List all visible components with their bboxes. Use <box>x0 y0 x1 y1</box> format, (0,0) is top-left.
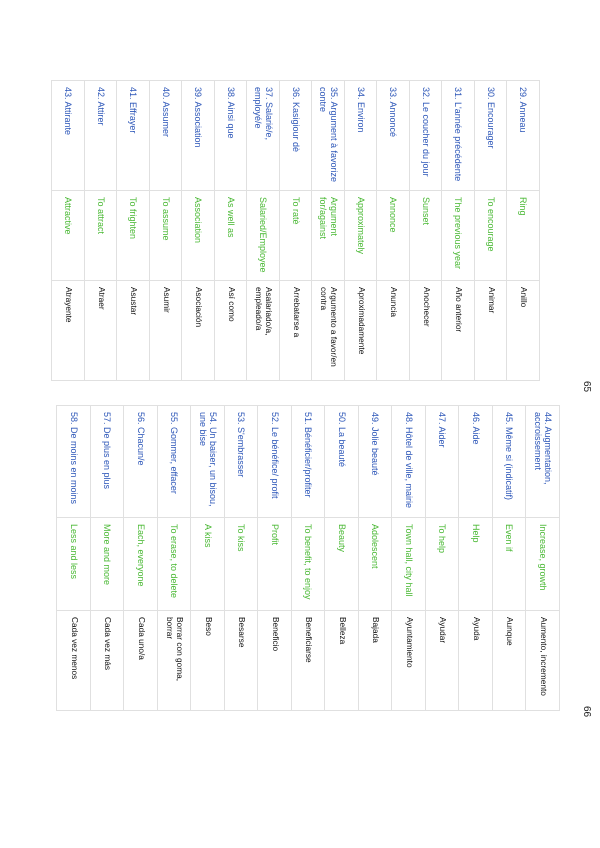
english-term: To kiss <box>225 518 259 611</box>
table-row <box>325 406 359 711</box>
table-row <box>526 406 560 711</box>
french-term: 46. Aide <box>459 406 493 518</box>
english-term: Sunset <box>410 191 443 281</box>
english-term: Salaried/Employee <box>247 191 280 281</box>
french-term: 55. Gommer, effacer <box>158 406 192 518</box>
french-term: 52. Le bénéfice/ profit <box>258 406 292 518</box>
french-term: 39. Association <box>182 81 215 191</box>
french-term: 37. Salarié/e, employé/e <box>247 81 280 191</box>
spanish-term: Asumir <box>150 281 183 381</box>
spanish-term: Asociación <box>182 281 215 381</box>
vocabulary-table-left <box>52 80 541 381</box>
french-term: 32. Le coucher du jour <box>410 81 443 191</box>
table-row <box>191 406 225 711</box>
spanish-term: Cada uno/a <box>124 611 158 711</box>
english-term: Annonce <box>377 191 410 281</box>
spanish-term: Ayuntamiento <box>392 611 426 711</box>
english-term: Argument for/against <box>312 191 345 281</box>
english-term: To help <box>426 518 460 611</box>
table-row <box>57 406 91 711</box>
french-term: 38. Ainsi que <box>215 81 248 191</box>
table-row <box>292 406 326 711</box>
french-term: 40. Assumer <box>150 81 183 191</box>
table-row <box>426 406 460 711</box>
table-row <box>182 81 215 381</box>
french-term: 44. Augmentation, accroissement <box>526 406 560 518</box>
english-term: Profit <box>258 518 292 611</box>
english-term: Approximately <box>345 191 378 281</box>
english-term: Ring <box>507 191 540 281</box>
english-term: Less and less <box>57 518 91 611</box>
spanish-term: Ayuda <box>459 611 493 711</box>
table-row <box>475 81 508 381</box>
table-row <box>91 406 125 711</box>
spanish-term: Atraer <box>85 281 118 381</box>
english-term: To encourage <box>475 191 508 281</box>
spanish-term: Besarse <box>225 611 259 711</box>
table-row <box>150 81 183 381</box>
french-term: 42. Attirer <box>85 81 118 191</box>
english-term: The previous year <box>442 191 475 281</box>
spanish-term: Aumento, incremento <box>526 611 560 711</box>
french-term: 48. Hôtel de ville, mairie <box>392 406 426 518</box>
table-row <box>410 81 443 381</box>
table-row <box>225 406 259 711</box>
spanish-term: Anochecer <box>410 281 443 381</box>
french-term: 51. Bénéficier/profiter <box>292 406 326 518</box>
spanish-term: Bajada <box>359 611 393 711</box>
table-row <box>493 406 527 711</box>
english-term: A kiss <box>191 518 225 611</box>
table-row <box>312 81 345 381</box>
table-row <box>124 406 158 711</box>
spanish-term: Ayudar <box>426 611 460 711</box>
spanish-term: Cada vez más <box>91 611 125 711</box>
table-row <box>459 406 493 711</box>
spanish-term: Beso <box>191 611 225 711</box>
spanish-term: Animar <box>475 281 508 381</box>
english-term: To attract <box>85 191 118 281</box>
table-row <box>377 81 410 381</box>
spanish-term: Asalariado/a, empleado/a <box>247 281 280 381</box>
french-term: 29. Anneau <box>507 81 540 191</box>
french-term: 36. Kasigiour dè <box>280 81 313 191</box>
english-term: To benefit, to enjoy <box>292 518 326 611</box>
table-row <box>52 81 85 381</box>
spanish-term: Atrayente <box>52 281 85 381</box>
french-term: 45. Même si (indicatif) <box>493 406 527 518</box>
spanish-term: Argumento a favor/en contra <box>312 281 345 381</box>
spanish-term: Anuncia <box>377 281 410 381</box>
french-term: 33. Annoncé <box>377 81 410 191</box>
table-row <box>392 406 426 711</box>
english-term: Each, everyone <box>124 518 158 611</box>
french-term: 57. De plus en plus <box>91 406 125 518</box>
english-term: Town hall, city hall <box>392 518 426 611</box>
english-term: To assume <box>150 191 183 281</box>
spanish-term: Cada vez menos <box>57 611 91 711</box>
table-row <box>158 406 192 711</box>
spanish-term: Arrebatarse a <box>280 281 313 381</box>
spanish-term: Aunque <box>493 611 527 711</box>
english-term: Even if <box>493 518 527 611</box>
french-term: 35. Argument à favorize contre <box>312 81 345 191</box>
english-term: As well as <box>215 191 248 281</box>
english-term: Adolescent <box>359 518 393 611</box>
french-term: 47. Aider <box>426 406 460 518</box>
french-term: 58. De moins en moins <box>57 406 91 518</box>
french-term: 54. Un baiser, un bisou, une bise <box>191 406 225 518</box>
english-term: Association <box>182 191 215 281</box>
english-term: To erase, to delete <box>158 518 192 611</box>
english-term: Beauty <box>325 518 359 611</box>
english-term: To ratè <box>280 191 313 281</box>
french-term: 56. Chacun/e <box>124 406 158 518</box>
french-term: 31. L'année précédente <box>442 81 475 191</box>
spanish-term: Beneficiarse <box>292 611 326 711</box>
english-term: More and more <box>91 518 125 611</box>
spanish-term: Asustar <box>117 281 150 381</box>
spanish-term: Año anterior <box>442 281 475 381</box>
page-number-right: 66 <box>581 706 592 718</box>
page-number-left: 65 <box>581 381 592 393</box>
table-row <box>345 81 378 381</box>
table-row <box>215 81 248 381</box>
table-row <box>117 81 150 381</box>
english-term: Attractive <box>52 191 85 281</box>
french-term: 53. S'embrasser <box>225 406 259 518</box>
french-term: 49. Jolie beauté <box>359 406 393 518</box>
table-row <box>247 81 280 381</box>
table-row <box>85 81 118 381</box>
english-term: Increase, growth <box>526 518 560 611</box>
table-row <box>359 406 393 711</box>
table-row <box>507 81 540 381</box>
vocabulary-table-right <box>57 405 561 711</box>
french-term: 30. Encourager <box>475 81 508 191</box>
table-row <box>442 81 475 381</box>
french-term: 41. Effrayer <box>117 81 150 191</box>
french-term: 43. Attirante <box>52 81 85 191</box>
french-term: 34. Environ <box>345 81 378 191</box>
french-term: 50. La beauté <box>325 406 359 518</box>
english-term: To frighten <box>117 191 150 281</box>
table-row <box>280 81 313 381</box>
spanish-term: Borrar con goma, borrar <box>158 611 192 711</box>
table-row <box>258 406 292 711</box>
english-term: Help <box>459 518 493 611</box>
spanish-term: Así como <box>215 281 248 381</box>
spanish-term: Beneficio <box>258 611 292 711</box>
spanish-term: Belleza <box>325 611 359 711</box>
spanish-term: Aproximadamente <box>345 281 378 381</box>
spanish-term: Anillo <box>507 281 540 381</box>
